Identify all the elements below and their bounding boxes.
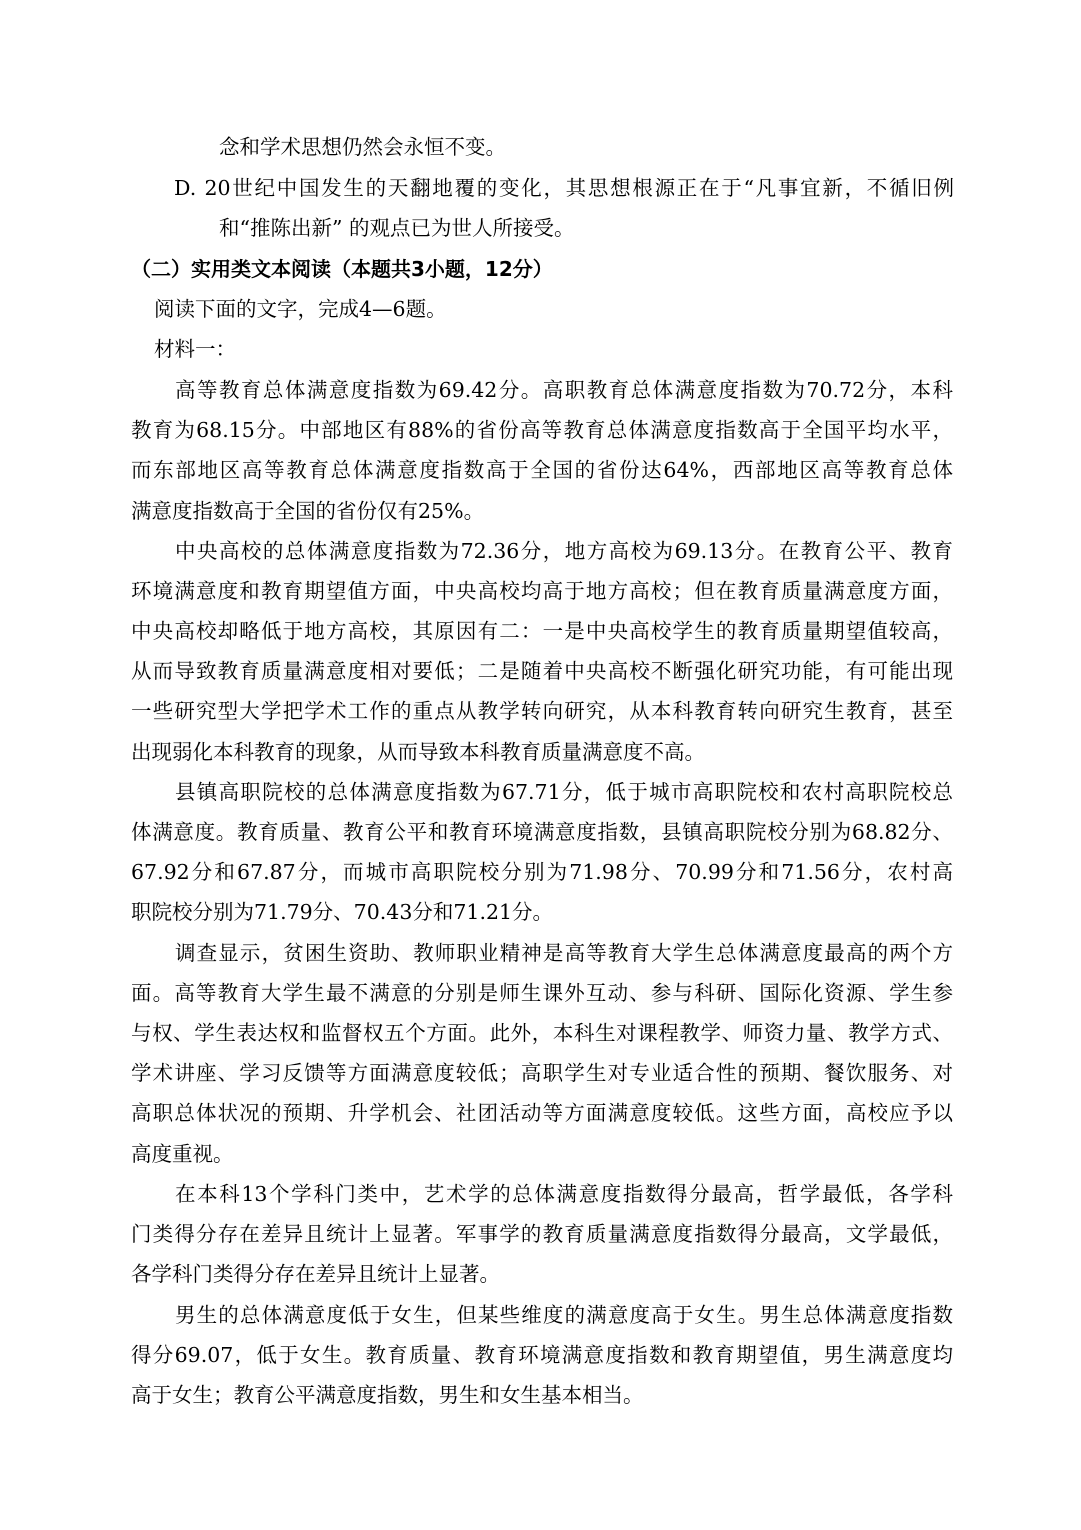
paragraph-5-line-2: 门类得分存在差异且统计上显著。军事学的教育质量满意度指数得分最高，文学最低，	[131, 1222, 953, 1246]
paragraph-4-line-2: 面。高等教育大学生最不满意的分别是师生课外互动、参与科研、国际化资源、学生参	[131, 981, 953, 1005]
paragraph-4-line-1: 调查显示，贫困生资助、教师职业精神是高等教育大学生总体满意度最高的两个方	[175, 941, 953, 965]
paragraph-6-line-2: 得分69.07，低于女生。教育质量、教育环境满意度指数和教育期望值，男生满意度均	[131, 1343, 953, 1367]
paragraph-4-line-3: 与权、学生表达权和监督权五个方面。此外，本科生对课程教学、师资力量、教学方式、	[131, 1021, 953, 1045]
paragraph-1-line-2: 教育为68.15分。中部地区有88%的省份高等教育总体满意度指数高于全国平均水平，	[131, 418, 953, 442]
section-heading: （二）实用类文本阅读（本题共3小题，12分）	[131, 257, 553, 281]
paragraph-3-line-4: 职院校分别为71.79分、70.43分和71.21分。	[131, 900, 554, 924]
paragraph-1-line-4: 满意度指数高于全国的省份仅有25%。	[131, 499, 485, 523]
paragraph-4-line-6: 高度重视。	[131, 1142, 234, 1166]
option-c-continuation: 念和学术思想仍然会永恒不变。	[219, 135, 506, 159]
paragraph-5-line-1: 在本科13个学科门类中，艺术学的总体满意度指数得分最高，哲学最低，各学科	[175, 1182, 953, 1206]
material-label: 材料一：	[154, 337, 236, 361]
paragraph-3-line-1: 县镇高职院校的总体满意度指数为67.71分，低于城市高职院校和农村高职院校总	[175, 780, 953, 804]
paragraph-2-line-5: 一些研究型大学把学术工作的重点从教学转向研究，从本科教育转向研究生教育，甚至	[131, 699, 953, 723]
paragraph-4-line-4: 学术讲座、学习反馈等方面满意度较低；高职学生对专业适合性的预期、餐饮服务、对	[131, 1061, 953, 1085]
paragraph-3-line-2: 体满意度。教育质量、教育公平和教育环境满意度指数，县镇高职院校分别为68.82分、	[131, 820, 953, 844]
paragraph-2-line-1: 中央高校的总体满意度指数为72.36分，地方高校为69.13分。在教育公平、教育	[175, 539, 953, 563]
instruction-text: 阅读下面的文字，完成4—6题。	[154, 297, 447, 321]
paragraph-6-line-3: 高于女生；教育公平满意度指数，男生和女生基本相当。	[131, 1383, 644, 1407]
paragraph-5-line-3: 各学科门类得分存在差异且统计上显著。	[131, 1262, 500, 1286]
option-d-line-2: 和“推陈出新” 的观点已为世人所接受。	[219, 216, 575, 240]
paragraph-2-line-2: 环境满意度和教育期望值方面，中央高校均高于地方高校；但在教育质量满意度方面，	[131, 579, 953, 603]
paragraph-1-line-1: 高等教育总体满意度指数为69.42分。高职教育总体满意度指数为70.72分，本科	[175, 378, 953, 402]
paragraph-1-line-3: 而东部地区高等教育总体满意度指数高于全国的省份达64%，西部地区高等教育总体	[131, 458, 953, 482]
paragraph-3-line-3: 67.92分和67.87分，而城市高职院校分别为71.98分、70.99分和71.56分，农村高	[131, 860, 953, 884]
option-d-line-1: D. 20世纪中国发生的天翻地覆的变化，其思想根源正在于“凡事宜新，不循旧例	[174, 176, 954, 200]
paragraph-2-line-4: 从而导致教育质量满意度相对要低；二是随着中央高校不断强化研究功能，有可能出现	[131, 659, 953, 683]
paragraph-2-line-6: 出现弱化本科教育的现象，从而导致本科教育质量满意度不高。	[131, 740, 705, 764]
paragraph-6-line-1: 男生的总体满意度低于女生，但某些维度的满意度高于女生。男生总体满意度指数	[175, 1303, 953, 1327]
paragraph-2-line-3: 中央高校却略低于地方高校，其原因有二：一是中央高校学生的教育质量期望值较高，	[131, 619, 953, 643]
paragraph-4-line-5: 高职总体状况的预期、升学机会、社团活动等方面满意度较低。这些方面，高校应予以	[131, 1101, 953, 1125]
